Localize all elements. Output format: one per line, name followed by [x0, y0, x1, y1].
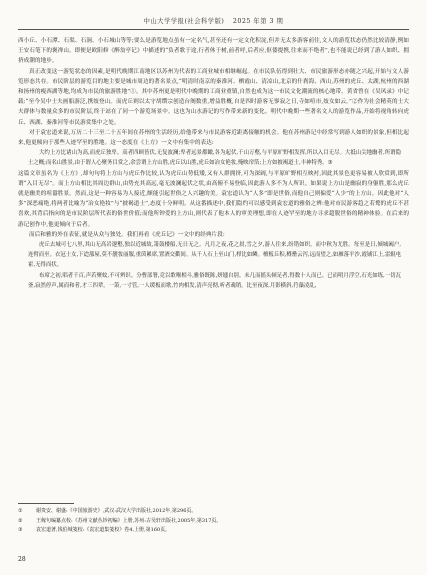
footnote — [18, 507, 409, 517]
page-number: 28 — [18, 556, 26, 563]
footnote-text: 袁宏道著,钱伯城笺校:《袁宏道集笺校》卷4,上册,第160页。 — [36, 527, 171, 533]
footnote-number: ② — [18, 517, 23, 524]
paragraph: 真正改变这一游览状态的因素,是明代晚期江南地区以苏州为代表的工商业城市相继崛起。在市民队伍得到壮大、市民旅游形态亦随之兴起,开始与文人游览形态共存。市民阶层的游览目的地主要是城市周边的著名景点,“明清时南京的秦淮河、栖霞山、清凉山,北京的什刹海、西山,苏州的虎丘、太湖,杭州的西湖和扬州的瘦西湖等地,均成为市民的旅游胜地”①。其中苏州更是明代中晚期的工商业重镇,自然也成为这一市民文化潮流的核心地带。黄省曾在《吴风录》中记载:“至今吴中士夫画船游泛,携妓登山。而虎丘则以太守胡缵宗创造台阁数重,增益胜概,自是四时游客无寥寂之日,寺如喧市,妓女如云。”②作为社会精英的士大夫群体与数量众多的市民阶层,终于站在了同一个游览场景中。这也为山水游记的写作带来新的变化。明代中晚期一些著名文人的游览作品,开始将视角转向虎丘、西湖、秦淮河等市民游赏集中之处。 — [18, 68, 409, 126]
footnote-text: 王稼句编纂点校:《苏州文献丛钞初编》上册,苏州:古吴轩出版社,2005年,第317页。 — [36, 517, 222, 524]
paragraph: 这篇文章虽名为《上方》,却句句将上方山与虎丘作比较,认为虎丘山势低矮,又有人群拥挤,可为深阔,与平原旷野相互映衬,因此其景色更容易被人欣赏到,即所谓“入目无尽”。而上方山相比其周边群山,由势充其高远,毫无波澜起伏之状,由高俯不易登临,因此游人多不为人所识。如果说上方山是幽寂的身躯胜,那么虎丘就是幽美的喧嚣胜景。然而,这是一种容易为人接近,颇能引起世俗之人兴趣的美。袁宏道认为“人多”即是世俗,而他自己则偏爱“人少”的上方山。因此他对“人多”深恶痛绝,将两者比喻为“冶女艳妆”与“披褐道士”,态度十分鲜明。从这番描述中,我们隐约可以感受到袁宏道的雅俗之辨:他对市民游客趋之若鹜的虎丘不甚喜欢,其背后指向的是市民阶层所代表的俗世价值;而他所钟爱的上方山,则代表了他本人的审美理想,即在人迹罕至的地方寻求超脱世俗的精神体验。在后来的游记创作中,他更倾向于后者。 — [18, 170, 409, 228]
paragraph: 西小丘、小石潭、石渠、石涧、小石城山等等;要么是游览地点虽有一定名气,甚至还有一定文化积淀,但并无太多游客前往,文人的游览状态仍然比较清静,例如王安石笔下的褒禅山。即便是欧阳修《醉翁亭记》中描述的“负者歌于途,行者休于树,前者呼,后者应,伛偻提携,往来而不绝者”,也不能说已经到了游人如织、拥挤成潮的地步。 — [18, 38, 409, 65]
paragraph: 对于袁宏道来说,万历二十三至二十五年间在苏州的生活经历,给他带来与市民游客近距离接触的机会。他在苏州游记中经常写到游人如织的景象,但相比起来,他更倾向于那些人迹罕至的胜地。这一态度在《上方》一文中有集中的表达: — [18, 129, 409, 147]
footnote-number: ③ — [18, 527, 23, 533]
footnote — [18, 526, 409, 536]
footnote-divider — [18, 503, 74, 504]
running-header — [18, 16, 409, 30]
block-quote: 大约上方比诸山为高,而虎丘独卑。高者四顾皆伏,无复波澜;卑者远景都瞰,各为起伏,千山万壑,与平原旷野相发挥,所以入目无尽。大抵山尖地幽者,所谓隐士之概;而名山胜景,由于谓人心聚务目赏之,余尝谓上方山胜,虎丘以山胜,虎丘如冶女艳妆,掩映帘箔;上方如披褐道士,丰神特秀。③ — [28, 150, 401, 167]
footnote-text: 谢贵安、谢盛:《中国旅游史》,武汉:武汉大学出版社,2012年,第296页。 — [36, 508, 197, 514]
footnote — [18, 517, 409, 527]
footnote-number: ① — [18, 508, 23, 514]
journal-name: 中山大学学报(社会科学版) — [143, 18, 225, 25]
footnotes — [18, 503, 409, 536]
article-body — [18, 36, 409, 291]
block-quote: 布席之初,唱者千百,声若聚蚊,不可辨识。分曹部署,竞以歌喉相斗,雅俗既陈,妍媸自别。未几而摇头顿足者,得数十人而已。已而明月浮空,石光如练,一切瓦釜,寂然停声,属而和者,才三四辈。一箫,一寸管,一人缓板而歌,竹肉相发,清声亮彻,听者魂销。比至夜深,月影横斜,荇藻凌乱, — [28, 272, 401, 289]
paragraph: 而后和雅的外在表征,就是从众与独处。我们再看《虎丘记》一文中的经典片段: — [29, 231, 225, 238]
block-quote: 虎丘去城可七八里,其山无高岩邃壑,独以近城故,箫鼓楼船,无日无之。凡月之夜,花之晨,雪之夕,游人往来,纷错如织。而中秋为尤胜。每至是日,倾城阖户,连臂而至。衣冠士女,下迨蔀屋,莫不靓妆丽服,重茵累席,置酒交衢间。从千人石上至山门,栉比如鳞。檀板丘积,樽罍云泻,远而望之,如雁落平沙,霞铺江上,雷辊电霍,无得而状。 — [28, 242, 401, 269]
issue-label: 2025 年第 3 期 — [232, 18, 284, 25]
